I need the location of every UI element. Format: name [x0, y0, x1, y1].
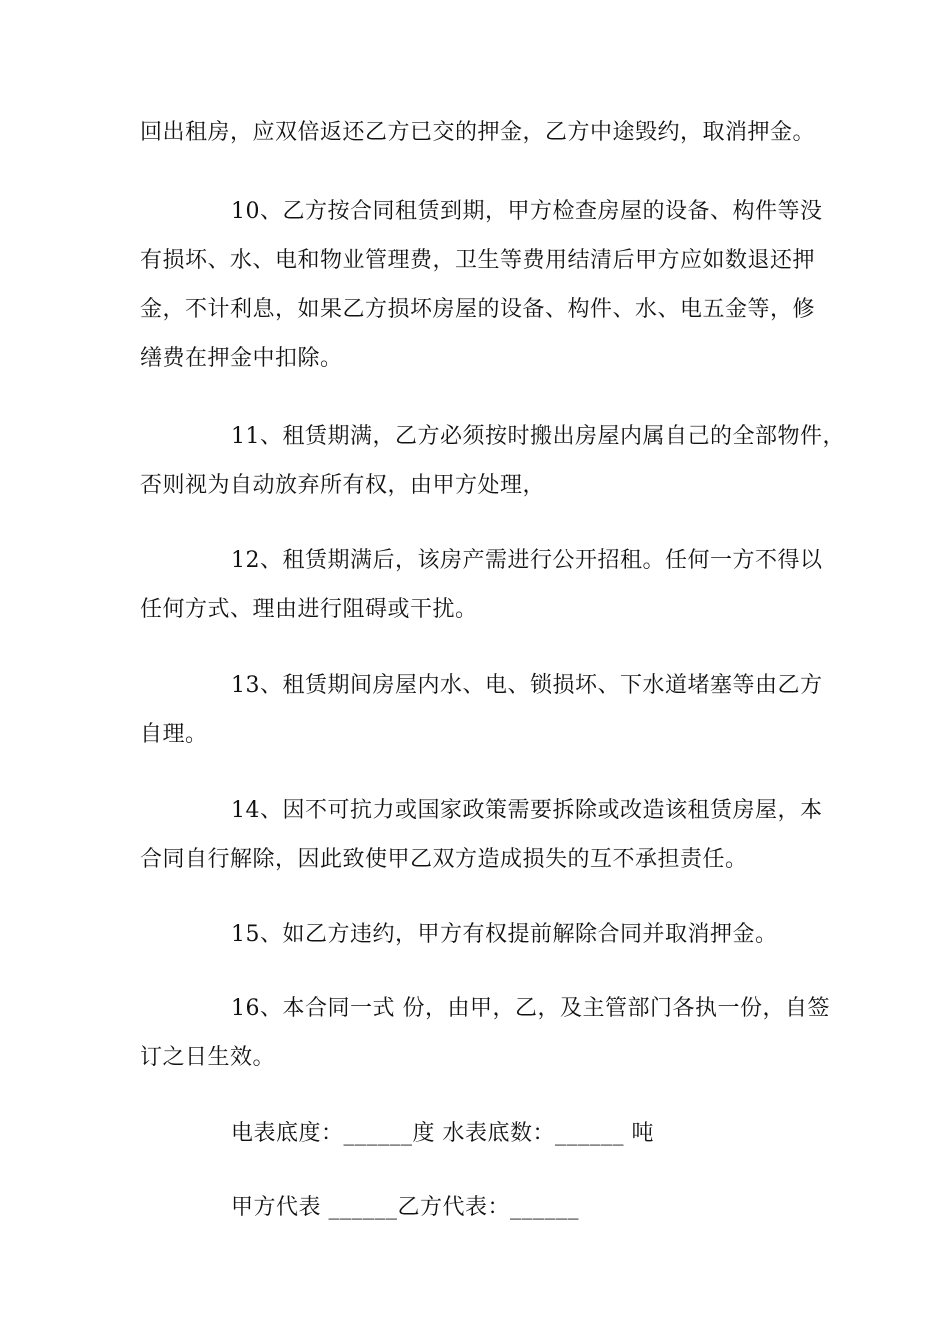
text-line: 缮费在押金中扣除。 — [140, 346, 343, 371]
text-line: 13、租赁期间房屋内水、电、锁损坏、下水道堵塞等由乙方 — [231, 673, 823, 698]
text-line: 合同自行解除，因此致使甲乙双方造成损失的互不承担责任。 — [140, 847, 748, 872]
text-line: 否则视为自动放弃所有权，由甲方处理， — [140, 473, 546, 498]
text-line: 10、乙方按合同租赁到期，甲方检查房屋的设备、构件等没 — [231, 199, 823, 224]
text-line: 回出租房，应双倍返还乙方已交的押金，乙方中途毁约，取消押金。 — [140, 120, 816, 145]
text-line: 16、本合同一式 份，由甲，乙，及主管部门各执一份，自签 — [231, 996, 830, 1021]
text-line: 11、租赁期满，乙方必须按时搬出房屋内属自己的全部物件， — [231, 424, 845, 449]
meter-readings-line: 电表底度：______度 水表底数：______ 吨 — [231, 1121, 654, 1146]
text-line: 14、因不可抗力或国家政策需要拆除或改造该租赁房屋，本 — [231, 798, 823, 823]
text-line: 自理。 — [140, 722, 208, 747]
text-line: 任何方式、理由进行阻碍或干扰。 — [140, 597, 478, 622]
text-line: 有损坏、水、电和物业管理费，卫生等费用结清后甲方应如数退还押 — [140, 248, 816, 273]
text-line: 金，不计利息，如果乙方损坏房屋的设备、构件、水、电五金等，修 — [140, 297, 816, 322]
text-line: 12、租赁期满后，该房产需进行公开招租。任何一方不得以 — [231, 548, 823, 573]
text-line: 订之日生效。 — [140, 1045, 276, 1070]
signature-line: 甲方代表 ______乙方代表：______ — [231, 1195, 579, 1220]
text-line: 15、如乙方违约，甲方有权提前解除合同并取消押金。 — [231, 922, 778, 947]
